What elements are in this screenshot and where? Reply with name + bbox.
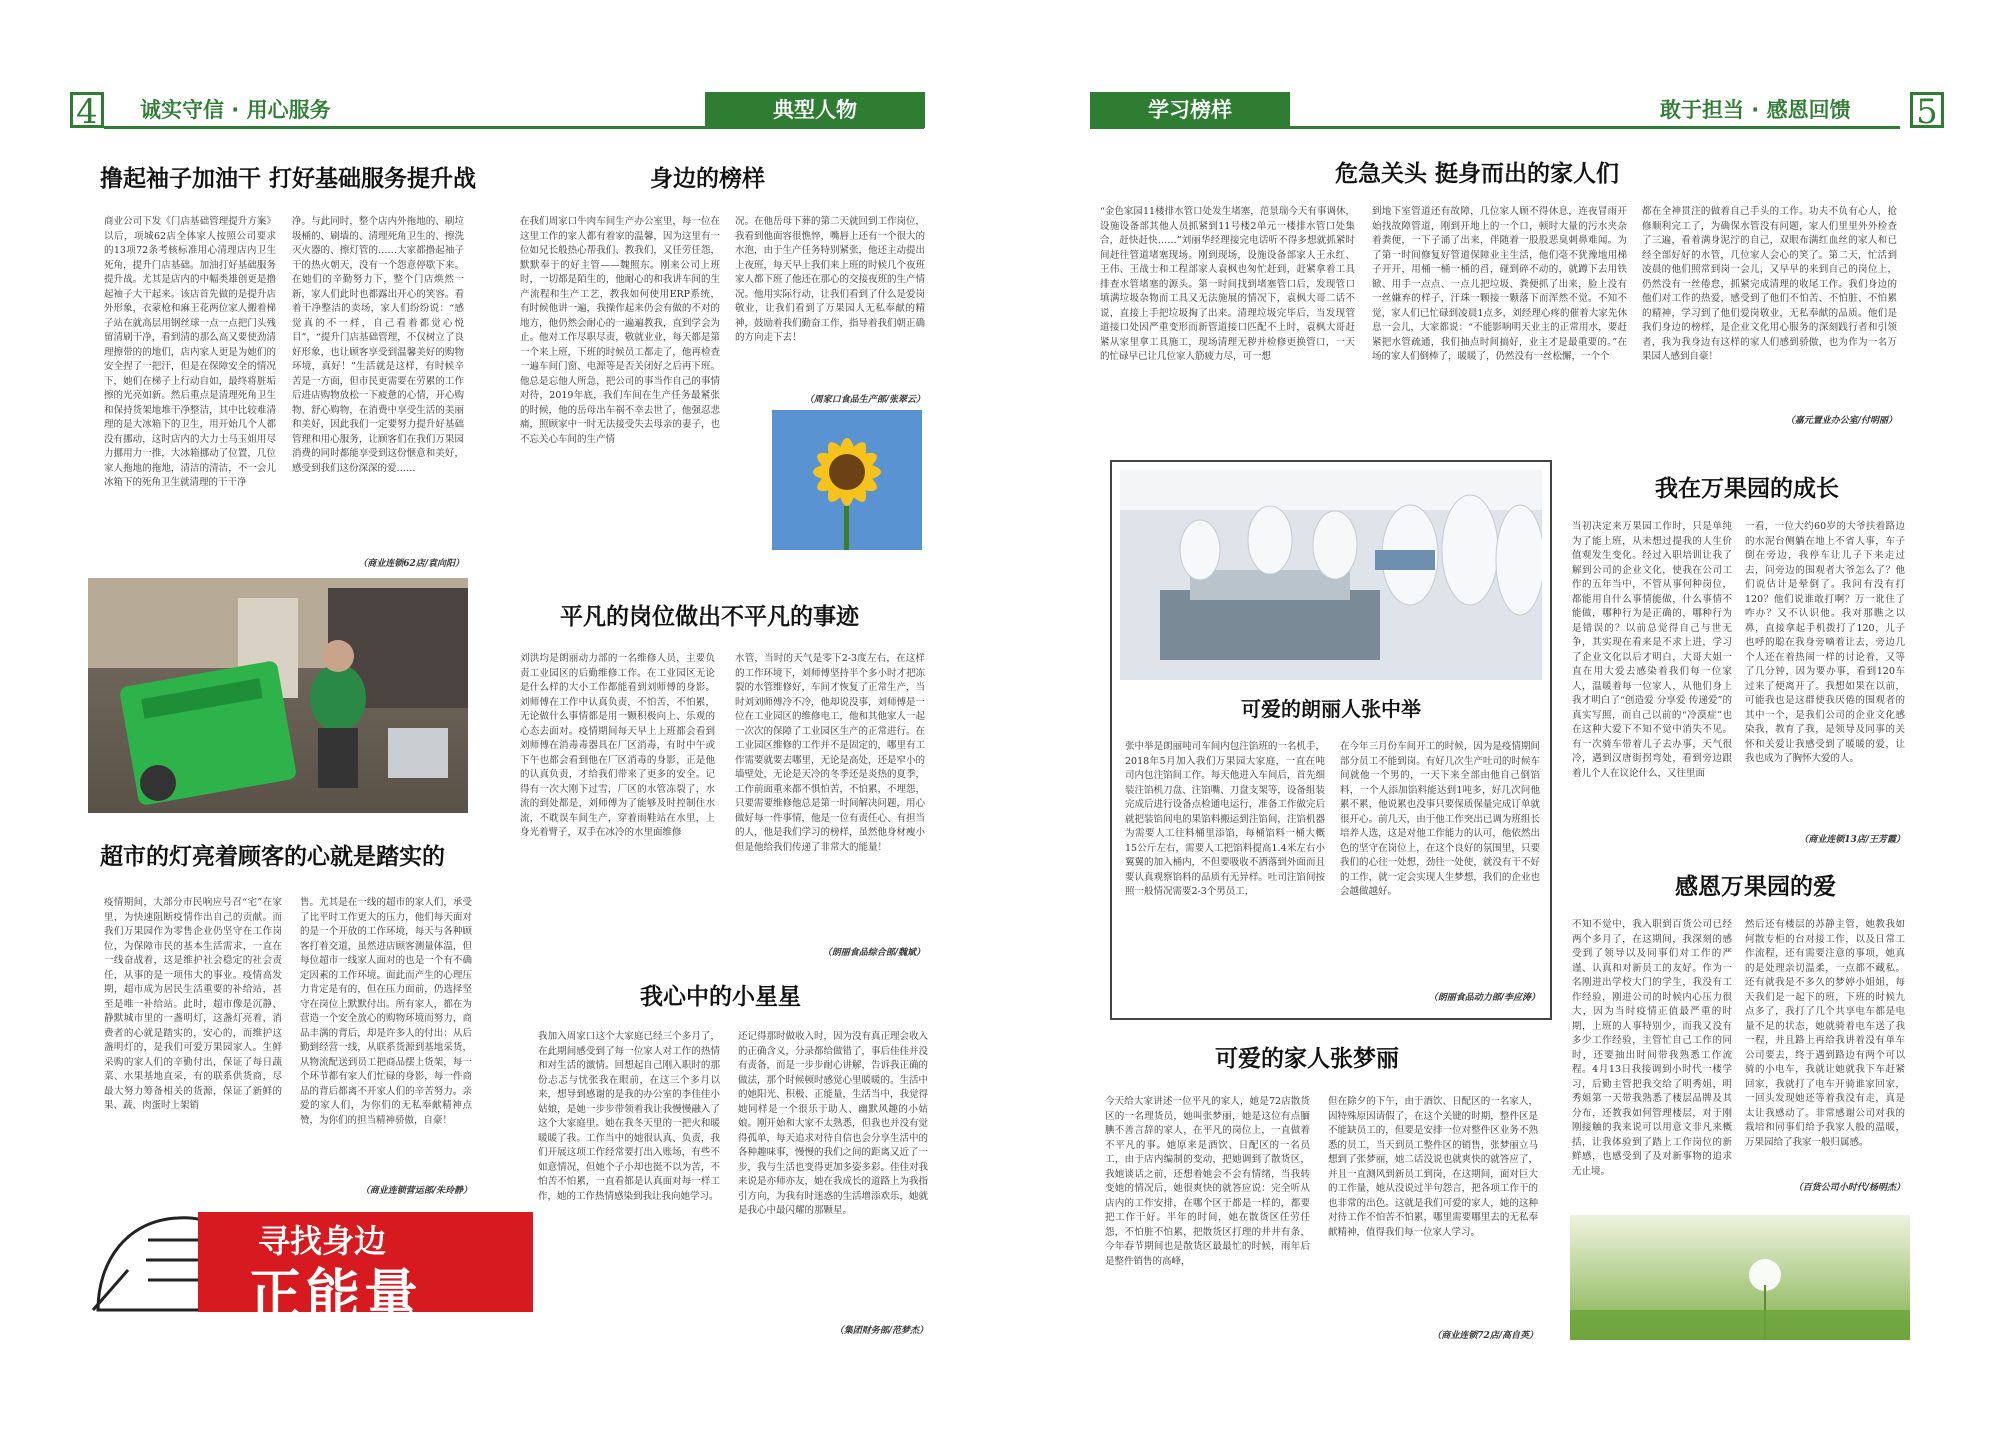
- article-signature: （嘉元置业办公室/付明丽）: [1785, 416, 1897, 426]
- article-body: 净。与此同时，整个店内外拖地的、刷垃圾桶的、刷墙的、清理死角卫生的、擦洗灭火器的、擦灯管的……大家都撸起袖子干的热火朝天，没有一个怨意停歇下来。在她们的辛勤努力下，整个门店焕然一新，家人们此时也都露出开心的笑容。看着干净整洁的卖场，家人们纷纷说：“感觉真的不一样，自己看着都觉心悦目”，“提升门店基础管理，不仅树立了良好形象，也让顾客享受到温馨美好的购物环境，真好！”生活就是这样，有时候辛苦是一方面，但市民更需要在劳累的工作后进店购物放松一下疲惫的心情，开心购物、舒心购物，在消费中享受生活的美丽和美好，因此我们一定要努力提升好基础管理和用心服务，让顾客们在我们万果园消费的同时都能享受到这份惬意和美好，感受到我们这份深深的爱……: [292, 216, 464, 474]
- article-body: 当初决定来万果园工作时，只是单纯为了能上班，从未想过提我的人生价值观发生变化。经过入职培训让我了解到公司的企业文化，使我在公司工作的五年当中，不管从事何种岗位，都能用自什么事情能做，什么事情不能做，哪种行为是正确的，哪种行为是错误的？以前总觉得自己与世无争，其实现在看来是不求上进，学习了企业文化以后才明白，大哥大姐一直在用大爱去感染着我们每一位家人，温暖着每一位家人，从他们身上我才明白了“创造爱 分享爱 传递爱”的真实写照，而自己以前的“冷漠症”也在这种大爱下不知不觉中消失不见。有一次骑车带着儿子去办事，天气很冷，遇到汉唐街拐弯处，看到旁边跟着儿个人在议论什么，又往里面: [1572, 521, 1732, 779]
- article-body: 在今年三月份车间开工的时候，因为是疫情期间部分员工不能到岗。有好几次生产吐司的时候车间就他一个男的，一天下来全部由他自己倒馅料，一个人添加馅料能达到1吨多，好几次问他累不累，他说累也没事只要保质保量完成订单就很开心。前几天，由于他工作突出已调为班组长培养人选，这是对他工作能力的认可，他依然出色的坚守在岗位上，在这个良好的氛围里，只要我们的心往一处想，劲往一处使，就没有干不好的工作，就一定会实现人生梦想，我们的企业也会越做越好。: [1340, 741, 1540, 897]
- article-signature: （集团财务部/范梦杰）: [834, 1326, 928, 1336]
- article-title: 平凡的岗位做出不平凡的事迹: [560, 604, 859, 630]
- article-signature: （百货公司小时代/杨明杰）: [1793, 1183, 1905, 1193]
- photo-cleaning-trash-bin: [88, 578, 468, 813]
- article-body: 疫情期间，大部分市民响应号召“宅”在家里，为快速阻断疫情作出自己的贡献。而我们万果园作为零售企业仍坚守在工作岗位，为保障市民的基本生活需求，一直在一线奋战着，这是维护社会稳定的社会责任，从事的是一项伟大的事业。疫情高发期，超市成为居民生活重要的补给站，甚至是唯一补给站。此时，超市像是沉静、静默城市里的一盏明灯，这盏灯亮着，消费者的心就是踏实的，安心的，而维护这盏明灯的，是我们可爱万果园家人。生鲜采购的家人们的辛勤付出，保证了每日蔬菜、水果基地直采，有的联系供货商，尽最大努力筹备相关的货源，保证了新鲜的果、蔬、肉蛋时上架销: [104, 897, 282, 1111]
- banner-line2: 正能量: [248, 1263, 422, 1326]
- page-number: 4: [70, 92, 104, 128]
- article-title: 我心中的小星星: [640, 984, 801, 1010]
- article-body: 但在除夕的下午，由于酒饮、日配区的一名家人，因特殊原因请假了，在这个关键的时期，整件区是不能缺员工的，但要是安排一位对整件区业务不熟悉的员工，当天到员工整件区的销售，张梦丽立马想到了张梦丽，她二话没说也就爽快的就答应了，并且一直测风到新员工到岗，在这期间，面对巨大的工作量，她从没说过半句怨言，把各项工作干的也非常的出色。这就是我们可爱的家人，她的这种对待工作不怕苦不怕累，哪里需要哪里去的无私奉献精神，值得我们每一位家人学习。: [1328, 1096, 1538, 1238]
- article-signature: （商业连锁营运部/朱玲静）: [360, 1186, 472, 1196]
- article-title: 身边的榜样: [650, 166, 765, 192]
- positive-energy-banner: [88, 1200, 538, 1326]
- article-title: 超市的灯亮着顾客的心就是踏实的: [100, 844, 445, 870]
- page-slogan: 诚实守信 · 用心服务: [140, 98, 331, 122]
- article-signature: （朗丽食品综合部/魏斌）: [822, 948, 925, 958]
- section-label: 典型人物: [705, 92, 925, 128]
- article-signature: （商业连锁72店/高自英）: [1432, 1331, 1538, 1341]
- banner-line1: 寻找身边: [258, 1222, 387, 1260]
- article-body: 在我们周家口牛肉车间生产办公室里，每一位在这里工作的家人都有着家的温馨，因为这里有一位如兄长般热心帮我们、教我们，又任劳任怨，默默奉于的好主管——魏照东。刚来公司上班时，一切都是陌生的，他耐心的和我讲车间的生产流程和生产工艺，教我如何使用ERP系统，有时候他讲一遍，我操作起来仍会有做的不对的地方，他仍然会耐心的一遍遍教我，直到学会为止。他对工作尽职尽责，敬就业业，每天都是第一个来上班，下班的时候员工都走了，他再检查一遍车间门窗、电源等是否关闭好之后再下班。他总是忘他人所急，把公司的事当作自己的事情对待，2019年底，我们车间在生产任务最紧张的时候，他的岳母出车祸不幸去世了，他强忍悲痛，照顾家中一时无法接受失去母亲的妻子，也不忘关心车间的生产情: [520, 216, 720, 445]
- article-title: 撸起袖子加油干 打好基础服务提升战: [100, 166, 477, 192]
- right-page: [1010, 0, 2000, 1444]
- article-body: 张中举是朗丽吨司车间内包注馅班的一名机手，2018年5月加入我们万果园大家庭，一直在吨司内包注馅间工作。每天他进入车间后，首先细装注馅机刀盘、注馅嘴、刀盘支架等，设备组装完成后进行设备点检通电运行，准备工作做完后就把装馅间电的果馅料搬运到注馅间，注馅机器为需要人工往料桶里添馅，每桶馅料一桶大概15公斤左右，需要人工把馅料提高1.4米左右小翼翼的加入桶内，不但要吸收不洒落到外面而且要认真观察馅料的品质有无异样。吐司注馅间按照一般情况需要2-3个男员工，: [1125, 741, 1325, 897]
- article-body: 然后还有楼层的苏静主管，她教我如何散专柜的台对接工作，以及日常工作流程，还有需要注意的事项，她真的是处理亲切温柔，一点都不藏私。还有就我是不多久的梦婷小姐姐，每天我们是一起下的班，下班的时候九点多了，我打了几个共享电车都是电量不足的状态，她就骑着电车送了我一程，并且路上再给我讲着没有单车公司要去，终于遇到路边有两个可以骑的小电车，我就让她就我下车赶紧回家，我就打了电车开骑谁家回家，一回头发现她还等着我没有走，真是太让我感动了。非常感谢公司对我的栽培和同事们给予我家人般的温暖，万果园给了我家一般归属感。: [1745, 919, 1905, 1148]
- article-body: 我加入周家口这个大家庭已经三个多月了，在此期间感受到了每一位家人对工作的热情和对生活的激情。回想起自己刚入职时的那份忐忑与忧张我在眼前，在这三个多月以来，想导到感谢的是我的办公室的李佳佳小姑娘，是她一步步带领着我让我慢慢融入了这个大家庭里。她在我冬天里的一把火和暖暖暖了我。工作当中的她很认真、负责，我们开展这项工作经常要打出入账场，有些不如意情况，但她个子小却也挺不以为苦，不怕苦不怕累，一直看都是认真面对每一样工作，她的工作热情感染到我让我向她学习。: [538, 1031, 720, 1202]
- article-signature: （商业连锁13店/王芳霞）: [1799, 835, 1905, 845]
- article-signature: （周家口食品生产部/张翠云）: [804, 395, 925, 405]
- page-number: 5: [1910, 92, 1944, 128]
- article-body: 还记得那时做收入时，因为没有真正理会收入的正确含义，分录都给做错了，事后佳佳并没有责备，而是一步步耐心讲解，告诉我正确的做法，那个时候顿时感觉心里暖暖的。生活中的她阳光、积极、正能量，生活当中，我觉得她同样是一个很乐于助人、幽默风趣的小姑娘。刚开始和大家不太熟悉，但我也并没有觉得孤单，每天追求对待自信也会分享生活中的各种趣味事，慢慢的我们之间的距离又近了一步，我与生活也变得更加多姿多彩。佳佳对我来说是亦师亦友，她在我成长的道路上为我指引方向，为我有时迷惑的生活增添欢乐，她就是我心中最闪耀的那颗星。: [738, 1031, 928, 1216]
- article-body: 到地下室管道还有故障，几位家人顾不得休息，连夜冒雨开始找故障管道，刚到开地上的一个口，顿时大量的污水夹杂着粪便，一下子涌了出来，伴随着一股股恶臭刺鼻难闻。为了第一时间修复好管道保障业主生活，他们毫不犹豫地用梯子开开，用桶一桶一桶的舀，碰到碎不动的，就蹲下去用铁锨、用手一点点、一点儿把垃圾、粪便抓了出来，脸上没有一丝嫌弃的样子，汗珠一颗接一颗落下而浑然不觉。不知不觉，家人们已忙碌到凌晨1点多，刘经理心疼的催着大家先休息一会儿，大家都说：“不能影响明天业主的正常用水，要赶紧把水管疏通，我们抽点时间搞好，业主才是最重要的。”在场的家人们倒棒了，暖暖了，仍然没有一丝松懈，一个个: [1372, 206, 1627, 362]
- article-body: 都在全神贯注的做着自己手头的工作。功夫不负有心人，抢修顺利完工了，为确保水管没有问题，家人们里里外外检查了三遍，看着满身泥泞的自己，双眼布满红血丝的家人和已经全部好好的水管，几位家人会心的笑了。第二天，忙活到凌晨的他们照常到岗一会儿，又早早的来到自己的岗位上，仍然没有一丝倦怠，抓紧完成清理的收尾工作。我们身边的他们对工作的热爱，感受到了他们不怕苦、不怕脏、不怕累的精神，学习到了他们爱岗敬业，无私奉献的品质。他们是我们身边的榜样，是企业文化用心服务的深刻践行者和引领者，我为我身边有这样的家人们感到骄傲，也为作为一名万果园人感到自豪！: [1642, 206, 1897, 362]
- section-label: 学习榜样: [1090, 92, 1290, 128]
- article-body: 刘洪均是朗丽动力部的一名维修人员，主要负责工业园区的后勤维修工作。在工业园区无论是什么样的大小工作都能看到刘师傅的身影。刘师傅在工作中认真负责，不怕苦，不怕累，无论做什么事情都是用一颗积极向上、乐观的心态去面对。疫情期间每天早上上班都会看到刘师傅在消毒毒器具在厂区消毒，有时中午或下午也都会看到他在厂区消毒的身影，正是他的认真负责，才给我们带来了更多的安全。记得有一次大刚下过雪，厂区的水管冻裂了，水流的到处都是，刘师傅为了能够及时控制住水流，不耽误车间生产，穿着雨鞋站在水里，上身光着臂子，双手在冰冷的水里面维修: [520, 653, 715, 838]
- article-body: 一看，一位大约60岁的大爷扶着路边的水泥台侧躺在地上不省人事，车子倒在旁边，我停车让儿子下来走过去，问旁边的围观者大爷怎么了？他们说估计是晕倒了。我问有没有打120？他们说谁敢打啊？万一讹住了咋办？又不认识他。我对那瞧之以鼻，直接拿起手机拨打了120，儿子也呼的聪在我身旁嘀着让去，旁边几个人还在着热闹一样的讨论着，又等了几分钟，因为要办事，看到120车过来了便离开了。我想如果在以前，可能我也是这群使我厌倦的围观者的其中一个，是我们公司的企业文化感染我，教育了我，是领导及同事的关怀和关爱让我感受到了暖暖的爱，让我也成为了胸怀大爱的人。: [1745, 521, 1905, 764]
- article-title: 危急关头 挺身而出的家人们: [1335, 161, 1620, 187]
- article-signature: （商业连锁62店/袁向阳）: [358, 559, 464, 569]
- feature-caption: 可爱的朗丽人张中举: [1241, 697, 1421, 721]
- article-title: 感恩万果园的爱: [1675, 874, 1836, 900]
- article-body: 商业公司下发《门店基础管理提升方案》以后，项城62店全体家人按照公司要求的13项72条考核标准用心清理店内卫生死角，提升门店基础。加油打好基础服务提升战。尤其是店内的中幅类雄创更是撸起袖子大干起来。该店首先做的是提升店外形象，衣蒙枪和麻王花两位家人搬着梯子站在就高层用钢丝球一点一点把门头残留清刷干净，看到清的那么高又要使劲清理擦带的的地们，店内家人更是为她们的安全捏了一把汗，但是在保障安全的情况下，她们在梯子上行动自如，最终将脏垢擦的光亮如新。然后重点是清理死角卫生和保持货架地堆干净整洁，其中比较难清理的是大冰箱下的卫生，用开始几个人都没有挪动，这时店内的大力士马玉姐用尽力挪用力一推，大冰箱挪动了位置，几位家人拖地的拖地，清洁的清洁，不一会儿冰箱下的死角卫生就清理的干干净: [104, 216, 276, 488]
- article-body: 况。在他岳母下葬的第二天就回到工作岗位，我看到他面容很憔悴，嘴唇上还有一个很大的水泡，由于生产任务特别紧张，他还主动提出上夜班，每天早上我们来上班的时候几个夜班家人都下班了他还在那心的交接夜班的生产情况。他用实际行动，让我们看到了什么是爱岗敬业，让我们看到了万果园人无私奉献的精神，鼓励着我们勤奋工作，指导着我们朝正确的方向走下去！: [735, 216, 925, 343]
- left-page: [0, 0, 990, 1444]
- article-title: 我在万果园的成长: [1655, 476, 1839, 502]
- article-body: “金色家园11楼排水管口处发生堵塞，范景瑞今天有事调休，设施设备部其他人员抓紧到11号楼2单元一楼排水管口处集合，赶快赶快……”刘丽华经理接完电话听不得多想就抓紧时间赶往管道堵塞现场。刚到现场，设施设备部家人王永红、王伟、王战士和工程部家人袁枫也匆忙赶到，赶紧拿着工具排查水管堵塞的源头。第一时间找到堵塞管口后，发现管口填满垃圾杂物而工具又无法施展的情况下，袁枫大哥二话不说，直接上手把垃圾掏了出来。清理垃圾完毕后，当发现管道接口处因严重变形而新管道接口匹配不上时，袁枫大哥赶紧从家里拿工具施工，现场清理无秽并检修更换管口，一天的忙碌早已让几位家人筋疲力尽，可一想: [1100, 206, 1355, 362]
- article-body: 今天给大家讲述一位平凡的家人，她是72店散货区的一名理货员，她叫张梦丽，她是这位有点腼腆不善言辞的家人，在平凡的岗位上，一直做着不平凡的事。她原来是酒饮、日配区的一名员工，由于店内编制的变动，把她调到了散货区，我她谈话之前，还想着她会不会有情绪，当我转变她的情况后，她很爽快的就答应说：完全听从店内的工作安排，在哪个区干都是一样的，都要把工作干好。半年的时间，她在散货区任劳任怨，不怕脏不怕累，把散货区打理的井井有条，今年春节期间也是散货区最最忙的时候，雨年后是整件销售的高峰，: [1105, 1096, 1310, 1267]
- page-slogan: 敢于担当 · 感恩回馈: [1660, 98, 1851, 122]
- article-signature: （朗丽食品动力部/李应涛）: [1428, 993, 1540, 1003]
- photo-dandelion-field: [1570, 1215, 1910, 1340]
- photo-factory-workers: [1120, 470, 1542, 680]
- article-body: 售。尤其是在一线的超市的家人们，承受了比平时工作更大的压力，他们每天面对的是一个开放的工作环境，每天与各种顾客打着交道，虽然进店顾客测量体温，但每位超市一线家人面对的也是一个有不确定因素的工作环境。面此而产生的心理压力肯定是有的，但在压力面前，仍选择坚守在岗位上默默付出。所有家人，都在为营造一个安全放心的购物环境而努力，商品丰满的背后，却是许多人的付出：从后勤到经营一线，从联系货源到基地采货，从物流配送到员工把商品摆上货架，每一个环节都有家人们忙碌的身影，每一件商品的背后都离不开家人们的辛苦努力。亲爱的家人们，为你们的无私奉献精神点赞，为你们的担当精神骄傲，自豪！: [300, 897, 472, 1126]
- article-body: 水管，当时的天气是零下2-3度左右，在这样的工作环境下，刘师傅坚持半个多小时才把冻裂的水管维修好，车间才恢复了正常生产，当时刘刘师傅冷不冷，他却说没事，刘师傅是一位在工业园区的维修电工，他和其他家人一起一次次的保障了工业园区生产的正常进行。在工业园区维修的工作并不是固定的，哪里有工作需要就要去哪里，无论是高处，还是窄小的墙壁处，无论是天冷的冬季还是炎热的夏季，工作前面重来都不惧怕苦，不怕累，不埋怨，只要需要维修他总是第一时间解决问题，用心做好每一件事情，他是一位有责任心、有担当的人，他是我们学习的榜样，虽然他身材瘦小但是他给我们传递了非常大的能量！: [735, 653, 925, 853]
- article-body: 不知不觉中，我入职到百货公司已经两个多月了，在这期间，我深刻的感受到了领导以及同事们对工作的严谨、认真和对新员工的友好。作为一名刚进出学校大门的学生，我没有工作经验，刚进公司的时候内心压力很大，因为当时疫情正值最严重的时期，上班的人事特别少，而我又没有多少工作经验，主管忙自己工作的同时，还要抽出时间带我熟悉工作流程。4月13日我接调到小时代一楼学习，后勤主管把我交给了明秀姐，明秀姐第一天带我熟悉了楼层品牌及其分布，还教我如何管理楼层，对于刚刚接触的我来说可以用意文非凡来概括，让我体验到了踏上工作岗位的新鲜感，也感受到了及对新事物的追求无止境。: [1572, 919, 1732, 1177]
- article-title: 可爱的家人张梦丽: [1215, 1046, 1399, 1072]
- photo-sunflower: [772, 410, 922, 550]
